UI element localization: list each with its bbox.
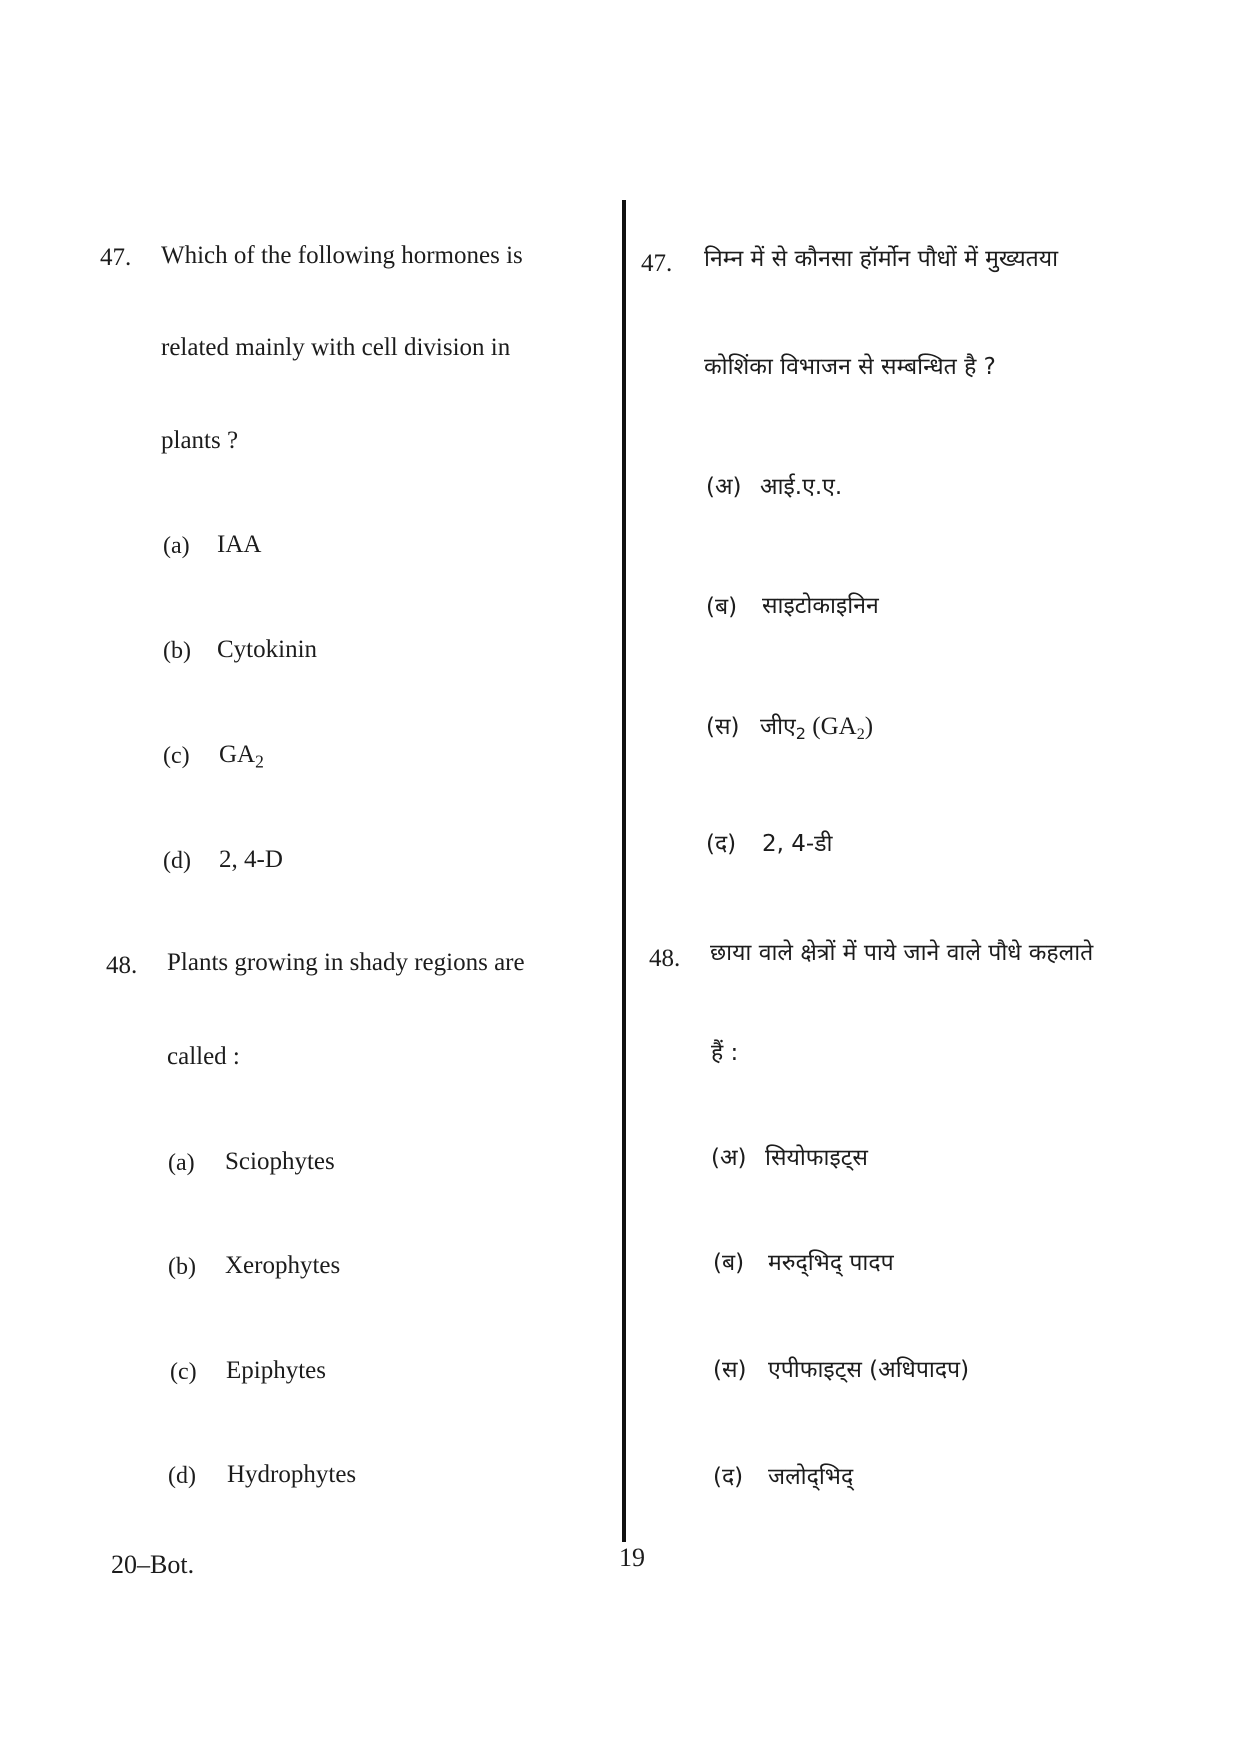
option-text-main: GA <box>219 741 256 768</box>
subscript: 2 <box>255 751 264 772</box>
option-label: (अ) <box>711 1145 747 1171</box>
question-number: 47. <box>641 250 673 277</box>
page-number: 19 <box>619 1543 645 1572</box>
question-text-line: कोशिंका विभाजन से सम्बन्धित है ? <box>704 354 996 380</box>
option-label: (a) <box>163 533 190 559</box>
option-text: Cytokinin <box>217 636 318 663</box>
option-label: (स) <box>706 714 740 740</box>
subscript: 2 <box>856 725 865 743</box>
option-text: Sciophytes <box>225 1148 335 1175</box>
option-text: IAA <box>217 531 262 558</box>
option-text: Hydrophytes <box>227 1461 357 1488</box>
question-text-line: related mainly with cell division in <box>161 334 511 361</box>
option-label: (द) <box>706 831 737 857</box>
option-label: (द) <box>713 1464 744 1490</box>
option-label: (अ) <box>706 474 742 500</box>
option-text: 2, 4-डी <box>762 831 833 857</box>
option-label: (d) <box>163 848 191 874</box>
option-text <box>219 740 264 776</box>
question-number: 47. <box>100 244 132 271</box>
option-text-close: ) <box>864 713 874 740</box>
option-text: Epiphytes <box>226 1357 326 1384</box>
question-number: 48. <box>649 945 681 972</box>
option-text: मरुद्‌भिद् पादप <box>768 1250 894 1276</box>
paper-code: 20–Bot. <box>111 1550 195 1579</box>
question-number: 48. <box>106 952 138 979</box>
option-label: (c) <box>170 1359 197 1385</box>
column-divider <box>622 200 626 1542</box>
question-text-line: called : <box>167 1043 240 1070</box>
option-label: (स) <box>713 1357 747 1383</box>
option-text <box>760 712 873 750</box>
option-label: (b) <box>163 638 191 664</box>
option-text: आई.ए.ए. <box>760 474 843 500</box>
question-text-line: Which of the following hormones is <box>161 242 523 269</box>
option-label: (ब) <box>706 594 738 620</box>
option-label: (ब) <box>713 1250 745 1276</box>
option-text: साइटोकाइनिन <box>762 593 879 619</box>
option-label: (d) <box>168 1463 196 1489</box>
option-text: जलोद्‌भिद् <box>768 1464 854 1490</box>
option-text: 2, 4-D <box>219 846 283 873</box>
option-label: (b) <box>168 1254 196 1280</box>
option-text-hindi: जीए <box>760 714 796 740</box>
question-text-line: plants ? <box>161 427 239 454</box>
question-text-line: निम्न में से कौनसा हॉर्मोन पौधों में मुख्यतया <box>704 246 1059 272</box>
option-text: एपीफाइट्स (अधिपादप) <box>768 1357 970 1383</box>
option-text-latin: (GA <box>806 713 857 740</box>
question-text-line: Plants growing in shady regions are <box>167 949 525 976</box>
option-label: (a) <box>168 1150 195 1176</box>
subscript: 2 <box>795 723 806 743</box>
question-text-line: हैं : <box>711 1040 739 1066</box>
option-label: (c) <box>163 743 190 769</box>
option-text: Xerophytes <box>225 1252 341 1279</box>
question-text-line: छाया वाले क्षेत्रों में पाये जाने वाले पौधे कहलाते <box>710 940 1094 966</box>
option-text: सियोफाइट्स <box>765 1145 868 1171</box>
